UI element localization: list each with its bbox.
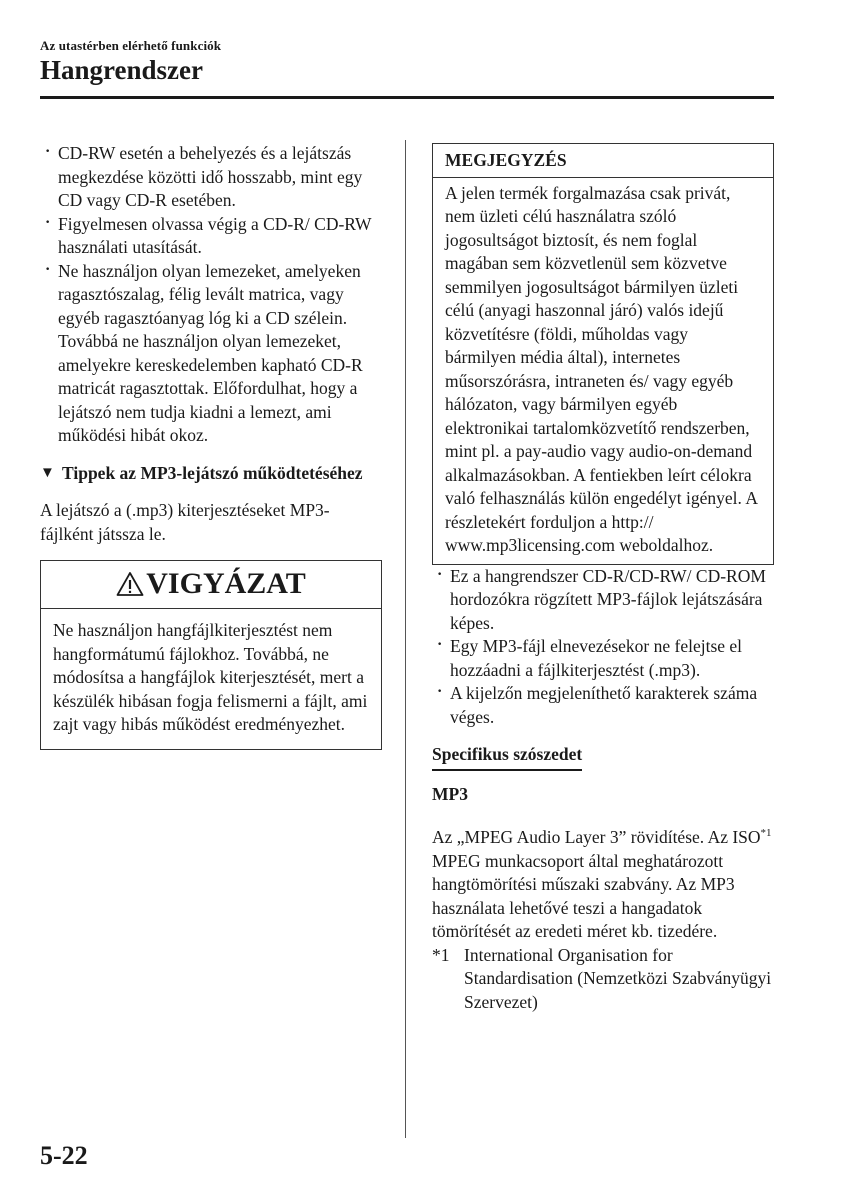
warning-title: VIGYÁZAT: [146, 567, 306, 600]
warning-box: [40, 560, 382, 750]
right-column: [432, 143, 774, 1014]
list-item: · CD-RW esetén a behelyezés és a lejátszás megkezdése közötti idő hosszabb, mint egy CD vagy CD-R esetében.: [40, 142, 382, 213]
column-divider: [405, 140, 406, 1138]
list-item: · Ez a hangrendszer CD-R/CD-RW/ CD-ROM hordozókra rögzített MP3-fájlok lejátszására képes.: [432, 565, 774, 636]
breadcrumb: Az utastérben elérhető funkciók: [40, 38, 222, 53]
page-title: Hangrendszer: [40, 55, 203, 85]
page-number: 5-22: [40, 1141, 88, 1170]
footnote-reference: *1: [760, 827, 772, 840]
triangle-down-icon: ▼: [40, 464, 55, 481]
note-body: A jelen termék forgalmazása csak privát, nem üzleti célú használatra szóló jogosultságot biztosít, és nem foglal magában sem közvetlenül sem közvetve semmilyen jogosultságot bármilyen üzleti célú (anyagi haszonnal járó) valós idejű közvetítésre (földi, műholdas vagy bármilyen média által), internetes műsorszórásra, intraneten és/ vagy egyéb hálózaton, vagy bármilyen egyéb elektronikai tartalomközvetítő rendszerben, mint pl. a pay-audio vagy audio-on-demand alkalmazásokban. A fentiekben leírt célokra való felhasználás külön engedélyt igényel. A részletekért forduljon a http:// www.mp3licensing.com weboldalhoz.: [445, 182, 757, 555]
footnote-text: International Organisation for Standardisation (Nemzetközi Szabványügyi Szervezet): [464, 944, 772, 1012]
list-item: · Ne használjon olyan lemezeket, amelyeken ragasztószalag, félig levált matrica, vagy egyéb ragasztóanyag lóg ki a CD szélein. Továbbá ne használjon olyan lemezeket, amelyekre kereskedelemben kapható CD-R matricát ragasztottak. Előfordulhat, hogy a lejátszó nem tudja kiadni a lemezt, ami működési hibát okoz.: [40, 260, 382, 448]
glossary-heading: Specifikus szószedet: [432, 743, 582, 771]
list-item: · A kijelzőn megjeleníthető karakterek száma véges.: [432, 682, 774, 729]
mp3-paragraph: A lejátszó a (.mp3) kiterjesztéseket MP3-fájlként játssza le.: [40, 500, 330, 544]
warning-header: [41, 561, 381, 609]
list-item: · Figyelmesen olvassa végig a CD-R/ CD-RW használati utasítását.: [40, 213, 382, 260]
mp3-term-heading: MP3: [432, 783, 468, 804]
mp3-tips-subheading: [40, 462, 382, 486]
mp3-definition-part-1: Az „MPEG Audio Layer 3” rövidítése. Az ISO: [432, 827, 761, 847]
list-item: · Egy MP3-fájl elnevezésekor ne felejtse el hozzáadni a fájlkiterjesztést (.mp3).: [432, 635, 774, 682]
mp3-definition: [432, 826, 774, 944]
warning-triangle-icon: [116, 571, 144, 597]
left-column: [40, 142, 382, 750]
footnote-mark: *1: [432, 944, 450, 965]
note-box: [432, 143, 774, 565]
warning-body: Ne használjon hangfájlkiterjesztést nem hangformátumú fájlokhoz. Továbbá, ne módosítsa a hangfájlok kiterjesztését, mert a készülék hibásan fogja felismerni a fájlt, ami zajt vagy hibás működést eredményezhet.: [53, 620, 368, 734]
title-rule: [40, 96, 774, 99]
subheading-text: Tippek az MP3-lejátszó működtetéséhez: [62, 462, 363, 483]
note-header: MEGJEGYZÉS: [433, 144, 773, 178]
footnote: [432, 944, 774, 1015]
mp3-definition-part-2: MPEG munkacsoport által meghatározott hangtömörítési műszaki szabvány. Az MP3 használata lehetővé teszi a hangadatok tömörítését az eredeti méret kb. tizedére.: [432, 850, 735, 941]
mp3-bullet-list: [432, 565, 774, 730]
cd-rw-bullet-list: [40, 142, 382, 448]
